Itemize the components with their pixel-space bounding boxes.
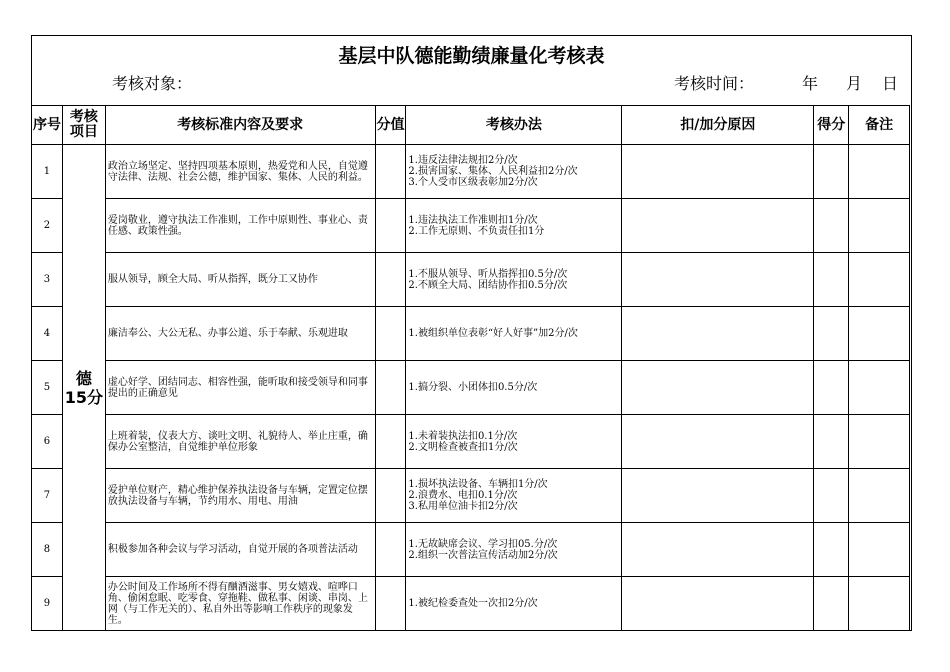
header-score-value: 分值: [375, 106, 406, 145]
document-title: 基层中队德能勤绩廉量化考核表: [338, 45, 605, 67]
row-remark: [849, 361, 910, 415]
row-remark: [849, 469, 910, 523]
header-method: 考核办法: [406, 106, 622, 145]
method-line: 3.个人受市区级表彰加2分/次: [408, 177, 538, 188]
category-name: 德: [75, 368, 92, 388]
assessment-time-label: 考核时间：: [674, 74, 755, 93]
row-score: [814, 253, 849, 307]
header-row: [32, 106, 910, 145]
month-label: 月: [846, 74, 863, 93]
row-score-value: [375, 199, 406, 253]
header-score: 得分: [814, 106, 849, 145]
table-row: [32, 415, 910, 469]
row-score: [814, 469, 849, 523]
header-item: [62, 106, 105, 145]
row-method: [406, 145, 622, 199]
row-reason: [622, 145, 814, 199]
method-line: 2.损害国家、集体、人民利益扣2分/次: [408, 166, 578, 177]
row-remark: [849, 577, 910, 631]
row-score-value: [375, 469, 406, 523]
row-score: [814, 523, 849, 577]
row-remark: [849, 307, 910, 361]
row-method: [406, 577, 622, 631]
row-score: [814, 307, 849, 361]
row-standard: 爱岗敬业，遵守执法工作准则，工作中原则性、事业心、责任感、政策性强。: [105, 199, 375, 253]
year-label: 年: [802, 74, 819, 93]
row-seq: 8: [32, 523, 63, 577]
row-score-value: [375, 415, 406, 469]
method-line: 1.违反法律法规扣2分/次: [408, 155, 518, 166]
row-seq: 4: [32, 307, 63, 361]
assessment-table: [31, 105, 910, 631]
row-standard: 爱护单位财产，精心维护保养执法设备与车辆，定置定位摆放执法设备与车辆，节约用水、用电、用油: [105, 469, 375, 523]
method-line: 2.组织一次普法宣传活动加2分/次: [408, 549, 558, 561]
header-standard: 考核标准内容及要求: [105, 106, 375, 145]
row-reason: [622, 361, 814, 415]
category-cell: [62, 145, 105, 631]
row-standard: 廉洁奉公、大公无私、办事公道、乐于奉献、乐观进取: [105, 307, 375, 361]
row-reason: [622, 253, 814, 307]
row-reason: [622, 523, 814, 577]
row-remark: [849, 145, 910, 199]
table-row: [32, 577, 910, 631]
row-method: [406, 415, 622, 469]
row-standard: 积极参加各种会议与学习活动，自觉开展的各项普法活动: [105, 523, 375, 577]
row-method: [406, 253, 622, 307]
method-line: 2.工作无原则、不负责任扣1分: [408, 225, 545, 237]
row-seq: 7: [32, 469, 63, 523]
row-score: [814, 361, 849, 415]
table-row: [32, 523, 910, 577]
row-method: [406, 361, 622, 415]
header-reason: 扣/加分原因: [622, 106, 814, 145]
row-score: [814, 577, 849, 631]
row-standard: 服从领导，顾全大局、听从指挥，既分工又协作: [105, 253, 375, 307]
row-standard: 上班着装，仪表大方、谈吐文明、礼貌待人、举止庄重，确保办公室整洁，自觉维护单位形象: [105, 415, 375, 469]
row-score: [814, 415, 849, 469]
row-standard: 政治立场坚定、坚持四项基本原则，热爱党和人民，自觉遵守法律、法规、社会公德，维护国家、集体、人民的利益。: [105, 145, 375, 199]
row-remark: [849, 523, 910, 577]
method-line: 1.被纪检委查处一次扣2分/次: [408, 598, 538, 609]
row-seq: 2: [32, 199, 63, 253]
method-line: 1.违法执法工作准则扣1分/次: [408, 214, 538, 226]
row-score-value: [375, 307, 406, 361]
table-row: [32, 307, 910, 361]
method-line: 3.私用单位油卡扣2分/次: [408, 501, 518, 512]
row-score-value: [375, 523, 406, 577]
row-score-value: [375, 361, 406, 415]
row-seq: 3: [32, 253, 63, 307]
row-remark: [849, 199, 910, 253]
row-method: [406, 523, 622, 577]
method-line: 1.未着装执法扣0.1分/次: [408, 430, 518, 442]
table-row: [32, 361, 910, 415]
assessment-sheet: [31, 35, 912, 631]
row-standard: 办公时间及工作场所不得有酗酒滋事、男女嬉戏、喧哗口角、偷闲怠眠、吃零食、穿拖鞋、做私事、闲谈、串岗、上网（与工作无关的）、私自外出等影响工作秩序的现象发生。: [105, 577, 375, 631]
method-line: 1.无故缺席会议、学习扣05.分/次: [408, 538, 558, 550]
row-score: [814, 199, 849, 253]
row-seq: 1: [32, 145, 63, 199]
table-row: [32, 253, 910, 307]
row-remark: [849, 253, 910, 307]
row-reason: [622, 577, 814, 631]
assessment-object-label: 考核对象：: [112, 74, 193, 93]
row-seq: 9: [32, 577, 63, 631]
method-line: 1.被组织单位表彰“好人好事”加2分/次: [408, 328, 578, 339]
row-score-value: [375, 145, 406, 199]
table-row: [32, 145, 910, 199]
row-method: [406, 199, 622, 253]
table-row: [32, 469, 910, 523]
header-item-line2: 项目: [69, 124, 98, 140]
header-remark: 备注: [849, 106, 910, 145]
header-seq: 序号: [32, 106, 63, 145]
day-label: 日: [882, 74, 899, 93]
row-score: [814, 145, 849, 199]
table-row: [32, 199, 910, 253]
row-reason: [622, 307, 814, 361]
row-seq: 6: [32, 415, 63, 469]
row-remark: [849, 415, 910, 469]
row-reason: [622, 469, 814, 523]
header-item-line1: 考核: [69, 109, 98, 125]
row-reason: [622, 415, 814, 469]
row-score-value: [375, 253, 406, 307]
method-line: 2.浪费水、电扣0.1分/次: [408, 490, 518, 501]
method-line: 1.不服从领导、听从指挥扣0.5分/次: [408, 268, 568, 280]
row-standard: 虚心好学、团结同志、相容性强，能听取和接受领导和同事提出的正确意见: [105, 361, 375, 415]
row-reason: [622, 199, 814, 253]
method-line: 2.不顾全大局、团结协作扣0.5分/次: [408, 279, 568, 291]
method-line: 2.文明检查被查扣1分/次: [408, 441, 518, 453]
row-method: [406, 469, 622, 523]
category-points: 15分: [64, 387, 104, 407]
method-line: 1.损坏执法设备、车辆扣1分/次: [408, 479, 548, 490]
method-line: 1.搞分裂、小团体扣0.5分/次: [408, 382, 538, 393]
row-seq: 5: [32, 361, 63, 415]
row-method: [406, 307, 622, 361]
row-score-value: [375, 577, 406, 631]
